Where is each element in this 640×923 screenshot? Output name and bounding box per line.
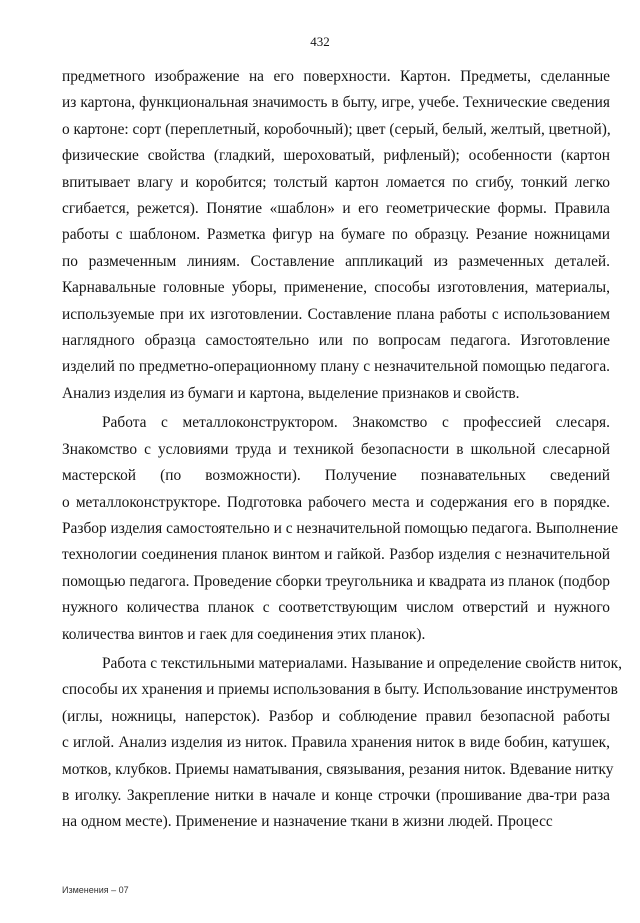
text-line: мотков, клубков. Приемы наматывания, связывания, резания ниток. Вдевание нитку — [62, 760, 614, 778]
text-line: Работа с металлоконструктором. Знакомство с профессией слесаря. — [102, 414, 610, 432]
text-line: из картона, функциональная значимость в быту, игре, учебе. Технические сведения — [62, 94, 610, 112]
text-line: работы с шаблоном. Разметка фигур на бумаге по образцу. Резание ножницами — [62, 226, 610, 244]
text-line: Разбор изделия самостоятельно и с незначительной помощью педагога. Выполнение — [62, 519, 619, 537]
paragraph — [62, 64, 610, 407]
text-line: впитывает влагу и коробится; толстый картон ломается по сгибу, тонкий легко — [62, 173, 610, 191]
text-line: нужного количества планок с соответствующим числом отверстий и нужного — [62, 599, 610, 617]
text-line: о металлоконструкторе. Подготовка рабочего места и содержания его в порядке. — [62, 493, 610, 511]
text-line: Карнавальные головные уборы, применение, способы изготовления, материалы, — [62, 279, 610, 297]
paragraph — [62, 651, 622, 836]
text-line: технологии соединения планок винтом и гайкой. Разбор изделия с незначительной — [62, 546, 610, 564]
text-line: способы их хранения и приемы использования в быту. Использование инструментов — [62, 681, 618, 699]
text-line: сгибается, режется). Понятие «шаблон» и его геометрические формы. Правила — [62, 200, 610, 218]
document-body — [62, 64, 622, 836]
text-line: Работа с текстильными материалами. Называние и определение свойств ниток, — [102, 654, 622, 672]
text-line: (иглы, ножницы, наперсток). Разбор и соблюдение правил безопасной работы — [62, 707, 610, 725]
text-line: в иголку. Закрепление нитки в начале и конце строчки (прошивание два-три раза — [62, 786, 610, 804]
text-line: помощью педагога. Проведение сборки треугольника и квадрата из планок (подбор — [62, 572, 610, 590]
text-line: на одном месте). Применение и назначение ткани в жизни людей. Процесс — [62, 813, 553, 831]
text-line: используемые при их изготовлении. Составление плана работы с использованием — [62, 305, 610, 323]
text-line: физические свойства (гладкий, шероховатый, рифленый); особенности (картон — [62, 147, 610, 165]
text-line: изделий по предметно-операционному плану с незначительной помощью педагога. — [62, 358, 610, 376]
text-line: количества винтов и гаек для соединения этих планок). — [62, 625, 426, 643]
text-line: наглядного образца самостоятельно или по вопросам педагога. Изготовление — [62, 332, 610, 350]
footer-note: Изменения – 07 — [62, 885, 129, 895]
text-line: предметного изображение на его поверхности. Картон. Предметы, сделанные — [62, 68, 610, 85]
text-line: мастерской (по возможности). Получение познавательных сведений — [62, 467, 610, 485]
text-line: по размеченным линиям. Составление аппликаций из размеченных деталей. — [62, 252, 610, 270]
text-line: о картоне: сорт (переплетный, коробочный); цвет (серый, белый, желтый, цветной), — [62, 120, 611, 138]
page-number: 432 — [310, 34, 330, 49]
text-line: Анализ изделия из бумаги и картона, выделение признаков и свойств. — [62, 384, 520, 402]
text-line: Знакомство с условиями труда и техникой безопасности в школьной слесарной — [62, 440, 610, 458]
text-line: с иглой. Анализ изделия из ниток. Правила хранения ниток в виде бобин, катушек, — [62, 734, 610, 752]
paragraph — [62, 410, 619, 648]
